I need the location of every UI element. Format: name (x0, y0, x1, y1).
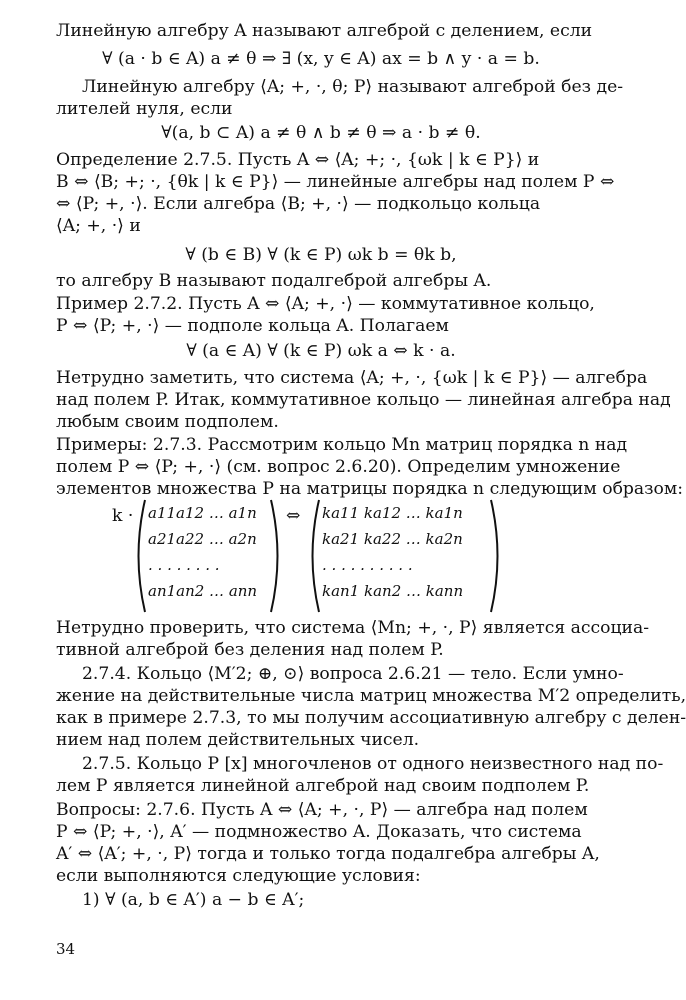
left-paren-icon (304, 498, 322, 614)
text-line: над полем P. Итак, коммутативное кольцо — линейная алгебра над (56, 390, 671, 410)
text-line: 2.7.5. Кольцо P [x] многочленов от одного неизвестного над по- (82, 754, 664, 774)
matrix-row: a21a22 … a2n (148, 530, 257, 548)
right-paren-icon (268, 498, 286, 614)
left-paren-icon (130, 498, 148, 614)
formula: ∀ (a ∈ A) ∀ (k ∈ P) ωk a ⇔ k · a. (186, 341, 456, 361)
text-line: P ⇔ ⟨P; +, ·⟩ — подполе кольца A. Полагаем (56, 316, 449, 336)
text-line: Нетрудно проверить, что система ⟨Mn; +, ·, P⟩ является ассоциа- (56, 618, 650, 638)
formula: ∀ (b ∈ B) ∀ (k ∈ P) ωk b = θk b, (185, 245, 457, 265)
example-line: Примеры: 2.7.3. Рассмотрим кольцо Mn матриц порядка n над (56, 435, 628, 455)
text-line: B ⇔ ⟨B; +; ·, {θk | k ∈ P}⟩ — линейные алгебры над полем P ⇔ (56, 172, 615, 192)
matrix-row: ka11 ka12 … ka1n (322, 504, 463, 522)
matrix-left (148, 500, 257, 604)
text-line: то алгебру B называют подалгеброй алгебры A. (56, 271, 492, 291)
text-line: ⟨A; +, ·⟩ и (56, 216, 141, 236)
text-line: ⇔ ⟨P; +, ·⟩. Если алгебра ⟨B; +, ·⟩ — подкольцо кольца (56, 194, 541, 214)
text-line: P ⇔ ⟨P; +, ·⟩, A′ — подмножество A. Доказать, что система (56, 822, 582, 842)
text-line: Линейную алгебру ⟨A; +, ·, θ; P⟩ называют алгеброй без де- (82, 77, 624, 97)
matrix-row: an1an2 … ann (148, 582, 258, 600)
text-line: лем P является линейной алгеброй над своим подполем P. (56, 776, 590, 796)
condition-line: 1) ∀ (a, b ∈ A′) a − b ∈ A′; (82, 890, 305, 910)
text-line: полем P ⇔ ⟨P; +, ·⟩ (см. вопрос 2.6.20). Определим умножение (56, 457, 621, 477)
matrix-row: ka21 ka22 … ka2n (322, 530, 463, 548)
questions-line: Вопросы: 2.7.6. Пусть A ⇔ ⟨A; +, ·, P⟩ — алгебра над полем (56, 800, 588, 820)
formula: ∀ (a · b ∈ A) a ≠ θ ⇒ ∃ (x, y ∈ A) ax = b ∧ y · a = b. (102, 49, 540, 69)
definition-line: Определение 2.7.5. Пусть A ⇔ ⟨A; +; ·, {ωk | k ∈ P}⟩ и (56, 150, 540, 170)
text-line: A′ ⇔ ⟨A′; +, ·, P⟩ тогда и только тогда подалгебра алгебры A, (56, 844, 600, 864)
text-line: если выполняются следующие условия: (56, 866, 421, 886)
text-line: тивной алгеброй без деления над полем P. (56, 640, 444, 660)
matrix-right (322, 500, 463, 604)
text-line: Линейную алгебру A называют алгеброй с делением, если (56, 21, 593, 41)
text-line: как в примере 2.7.3, то мы получим ассоциативную алгебру с делен- (56, 708, 686, 728)
text-line: жение на действительные числа матриц множества M′2 определить, (56, 686, 686, 706)
matrix-row: a11a12 … a1n (148, 504, 257, 522)
text-line: нием над полем действительных чисел. (56, 730, 420, 750)
matrix-row: . . . . . . . . . . (322, 556, 413, 574)
example-line: Пример 2.7.2. Пусть A ⇔ ⟨A; +, ·⟩ — коммутативное кольцо, (56, 294, 595, 314)
right-paren-icon (488, 498, 506, 614)
text-line: лителей нуля, если (56, 99, 233, 119)
matrix-equiv: ⇔ (286, 506, 301, 526)
matrix-scalar: k · (112, 506, 134, 526)
text-line: 2.7.4. Кольцо ⟨M′2; ⊕, ⊙⟩ вопроса 2.6.21 — тело. Если умно- (82, 664, 624, 684)
matrix-row: . . . . . . . . (148, 556, 220, 574)
text-line: элементов множества P на матрицы порядка n следующим образом: (56, 479, 684, 499)
text-line: Нетрудно заметить, что система ⟨A; +, ·, {ωk | k ∈ P}⟩ — алгебра (56, 368, 648, 388)
page-number: 34 (56, 940, 76, 958)
matrix-row: kan1 kan2 … kann (322, 582, 464, 600)
formula: ∀(a, b ⊂ A) a ≠ θ ∧ b ≠ θ ⇒ a · b ≠ θ. (161, 123, 481, 143)
text-line: любым своим подполем. (56, 412, 279, 432)
